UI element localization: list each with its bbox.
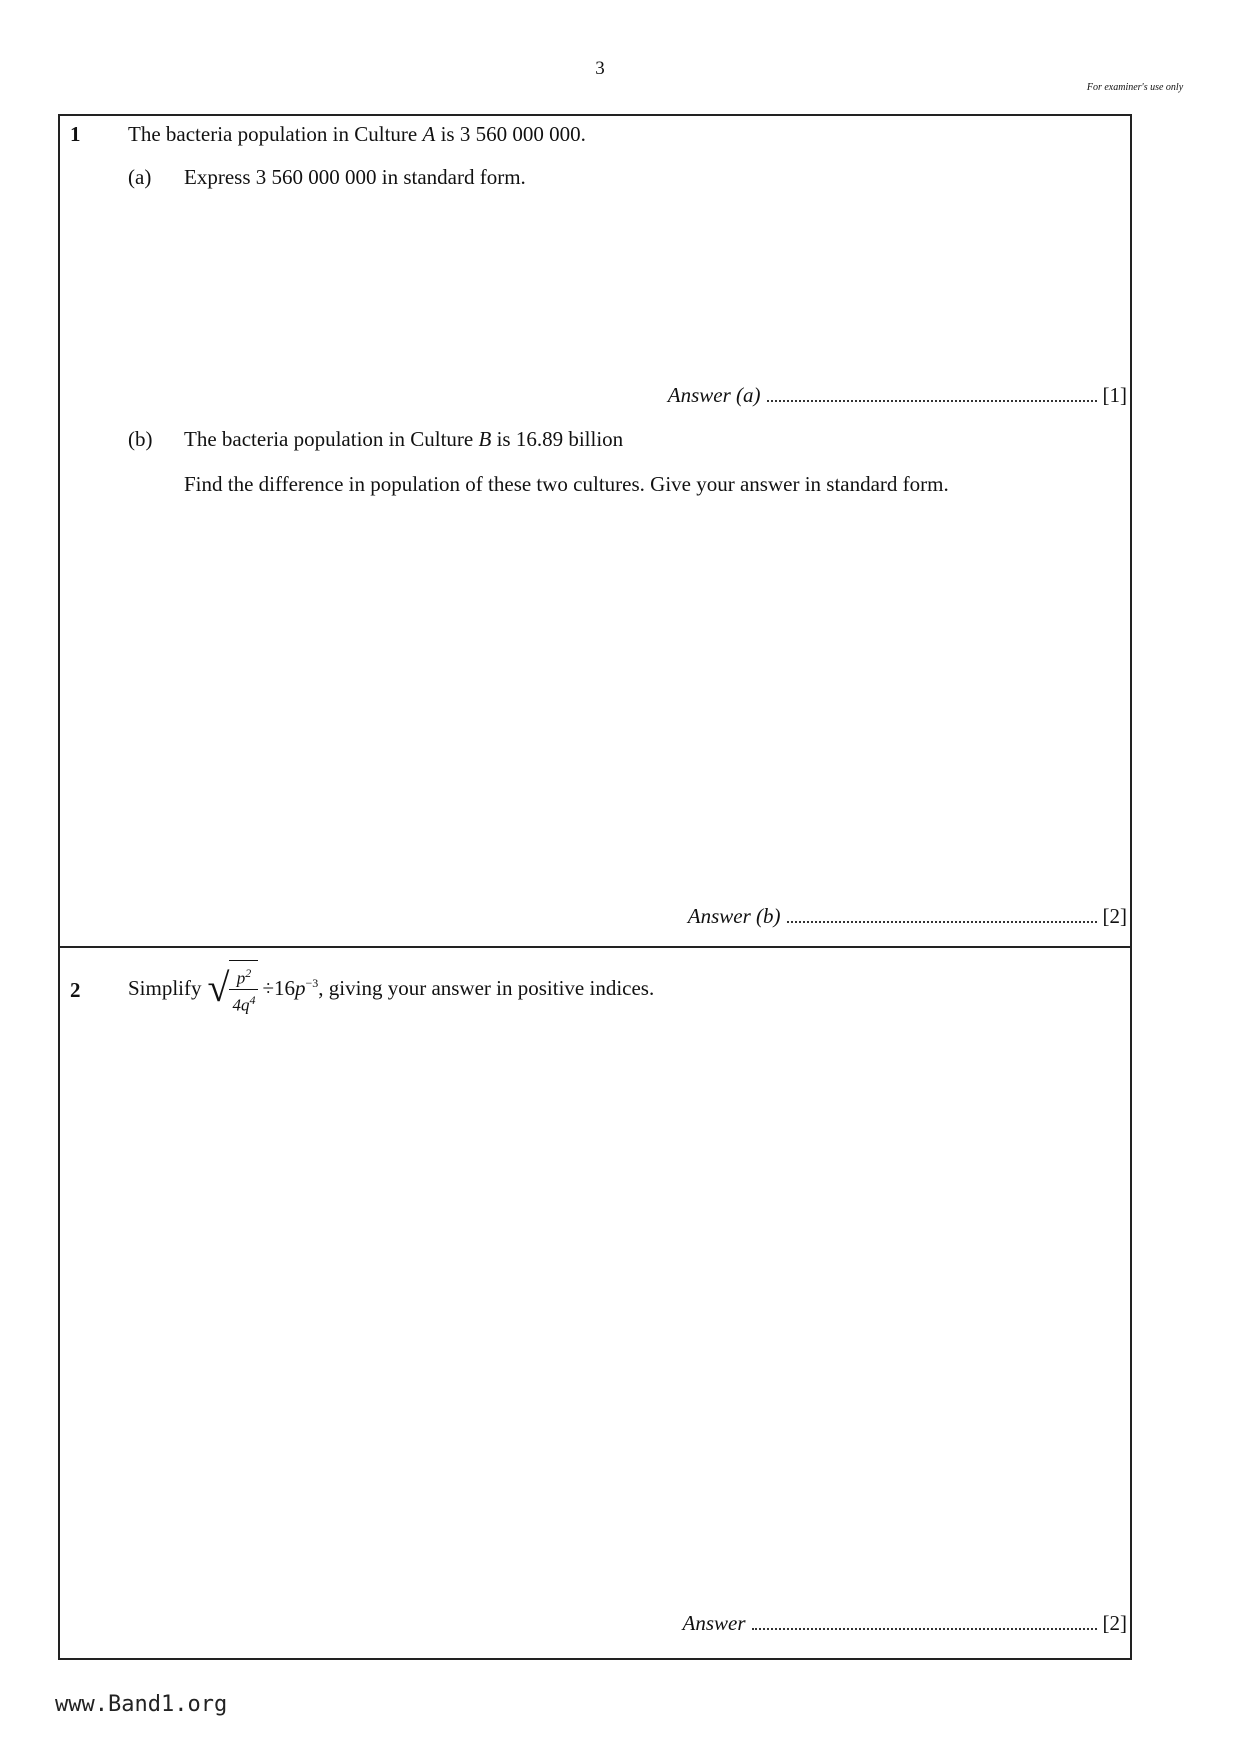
answer-b-dots: [787, 903, 1097, 923]
fraction-denominator: $4q^4$: [232, 993, 256, 1015]
answer-line-b[interactable]: [688, 903, 1127, 929]
answer-a-label: Answer (a): [667, 383, 761, 407]
question-2-number: 2: [70, 978, 81, 1002]
division-term: $\div 16p^{-3}$: [262, 975, 319, 1000]
question-divider: [58, 946, 1132, 948]
part-b-text-prefix: The bacteria population in Culture: [184, 427, 474, 451]
question-1-number: 1: [70, 122, 81, 146]
part-a-text: Express 3 560 000 000 in standard form.: [184, 165, 526, 189]
answer-a-dots: [767, 382, 1097, 402]
question-1-stem-prefix: The bacteria population in Culture: [128, 122, 418, 146]
answer-b-label: Answer (b): [687, 904, 781, 928]
answer-frame: [58, 114, 1132, 1660]
footer-url: www.Band1.org: [55, 1692, 228, 1717]
radicand: [229, 960, 258, 1015]
fraction: [229, 963, 258, 1015]
examiner-use-note: For examiner's use only: [1086, 82, 1184, 93]
question-1-stem-suffix: is 3 560 000 000.: [440, 122, 586, 146]
part-b-text-suffix: is 16.89 billion: [496, 427, 624, 451]
page-number: 3: [595, 58, 605, 79]
fraction-numerator: $p^2$: [229, 963, 258, 990]
question-2-suffix: , giving your answer in positive indices.: [318, 975, 655, 1000]
answer-a-marks: [1]: [1102, 383, 1127, 407]
square-root-expression: [208, 960, 259, 1015]
culture-a-variable: A: [422, 122, 436, 146]
answer-2-marks: [2]: [1102, 1611, 1127, 1635]
answer-line-a[interactable]: [668, 382, 1127, 408]
answer-2-label: Answer: [682, 1611, 746, 1635]
culture-b-variable: B: [478, 427, 492, 451]
part-a-label: (a): [128, 165, 152, 189]
part-b-instruction: Find the difference in population of these two cultures. Give your answer in standard form.: [184, 472, 949, 496]
question-1-stem: [128, 122, 586, 147]
answer-line-2[interactable]: [683, 1610, 1128, 1636]
answer-b-marks: [2]: [1102, 904, 1127, 928]
radical-sign: √: [207, 965, 230, 1010]
part-b-label: (b): [128, 427, 153, 451]
part-b-text: [184, 427, 623, 452]
question-2-text: [128, 958, 654, 1018]
question-2-prefix: Simplify: [128, 975, 202, 1000]
answer-2-dots: [752, 1610, 1097, 1630]
